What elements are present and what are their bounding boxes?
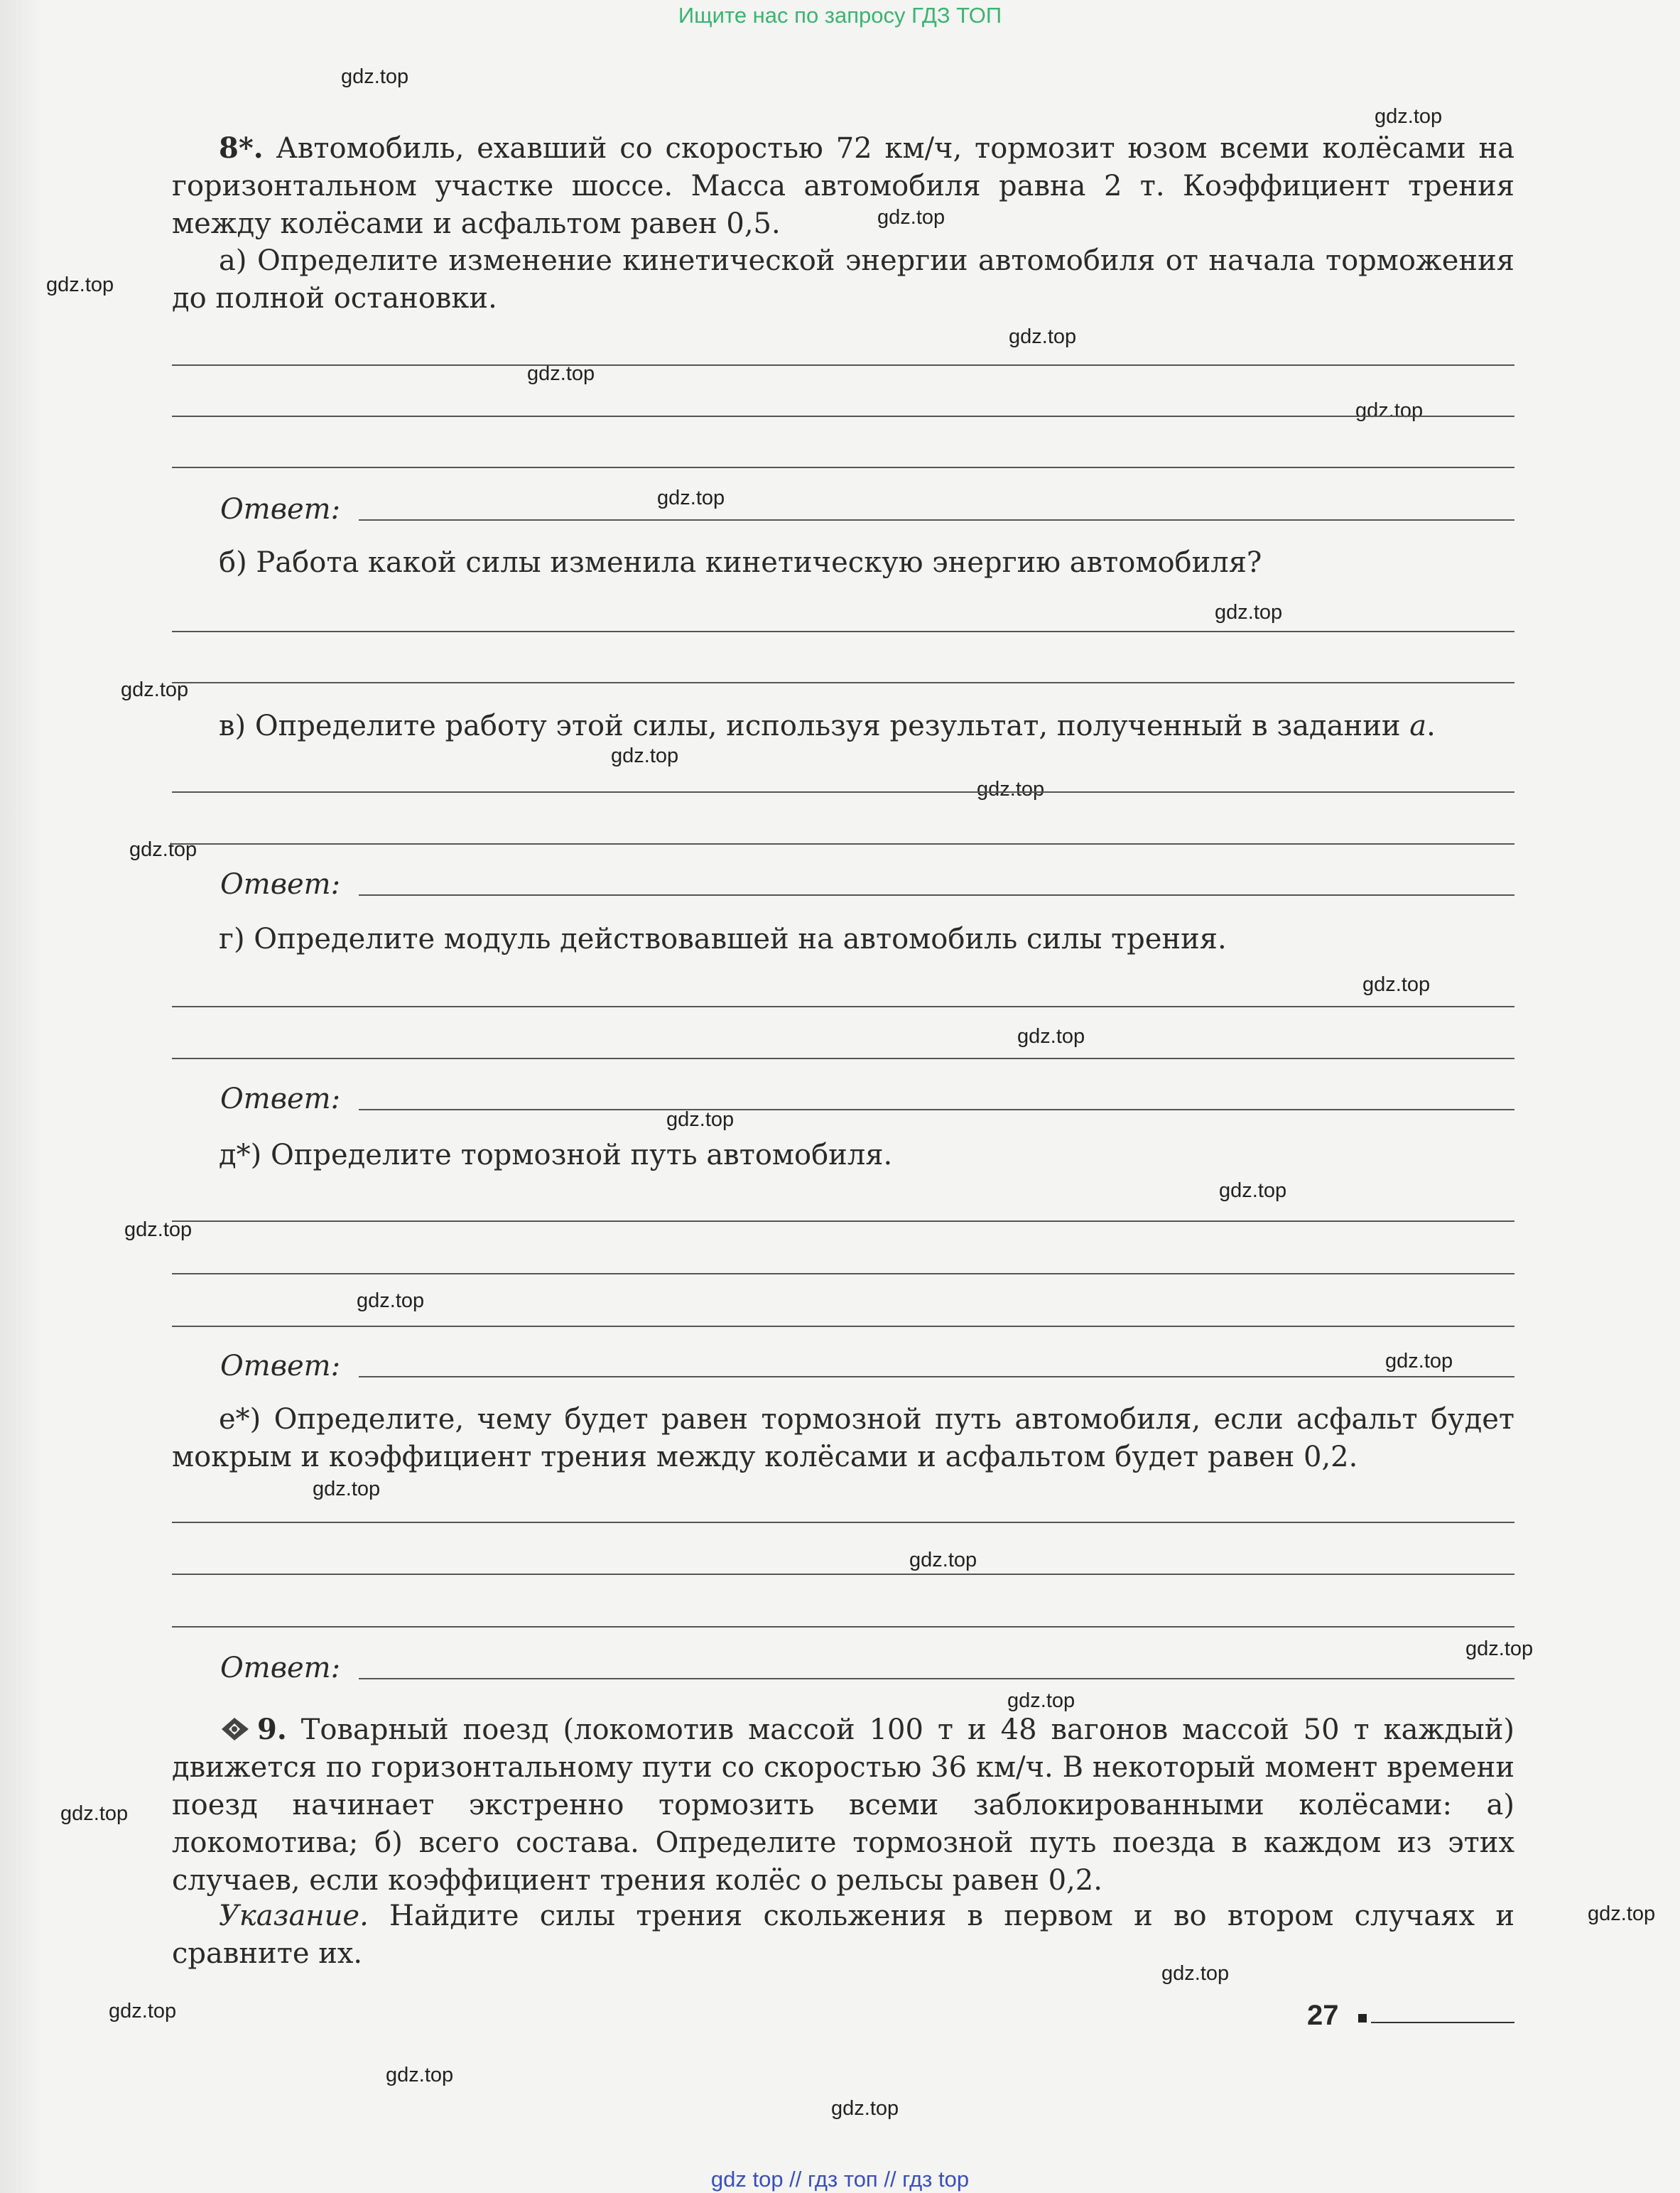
answer-line[interactable] bbox=[172, 682, 1514, 683]
hint-label: Указание. bbox=[219, 1900, 369, 1932]
watermark: gdz.top bbox=[1385, 1350, 1453, 1372]
answer-line[interactable] bbox=[172, 631, 1514, 632]
answer-label: Ответ: bbox=[220, 1350, 341, 1382]
watermark: gdz.top bbox=[877, 206, 945, 229]
answer-label: Ответ: bbox=[220, 868, 341, 901]
task-8-part-g: г) Определите модуль действовавшей на автомобиль силы трения. bbox=[219, 923, 1227, 955]
task-8-part-v bbox=[172, 708, 1514, 745]
watermark: gdz.top bbox=[666, 1108, 735, 1131]
watermark: gdz.top bbox=[831, 2097, 899, 2120]
watermark: gdz.top bbox=[1161, 1962, 1230, 1985]
answer-field[interactable] bbox=[359, 1678, 1514, 1679]
hint-text: Найдите силы трения скольжения в первом и во втором случаях и сравните их. bbox=[172, 1900, 1514, 1970]
watermark: gdz.top bbox=[1355, 399, 1424, 422]
task-9-text: Товарный поезд (локомотив массой 100 т и 48 вагонов массой 50 т каждый) движется по горизонтальному пути со скоростью 36 км/ч. В некоторый момент времени поезд начинает экстренно тормозить всеми заблокированными колёсами: а) локомотива; б) всего состава. Определите тормозной путь поезда в каждом из этих случаев, если коэффициент трения колёс о рельсы равен 0,2. bbox=[172, 1713, 1514, 1897]
answer-line[interactable] bbox=[172, 1058, 1514, 1059]
watermark: gdz.top bbox=[124, 1218, 193, 1241]
watermark: gdz.top bbox=[1215, 601, 1283, 624]
watermark: gdz.top bbox=[60, 1802, 129, 1825]
bottom-banner[interactable]: gdz top // гдз топ // гдз top bbox=[710, 2167, 970, 2192]
watermark: gdz.top bbox=[527, 362, 595, 385]
answer-line[interactable] bbox=[172, 416, 1514, 417]
watermark: gdz.top bbox=[1009, 325, 1077, 348]
answer-line[interactable] bbox=[172, 1626, 1514, 1628]
watermark: gdz.top bbox=[341, 65, 409, 88]
answer-field[interactable] bbox=[359, 894, 1514, 896]
watermark: gdz.top bbox=[1219, 1179, 1287, 1202]
task-8-statement bbox=[172, 129, 1514, 243]
task-8-part-b: б) Работа какой силы изменила кинетическую энергию автомобиля? bbox=[219, 546, 1262, 579]
task-8-text: Автомобиль, ехавший со скоростью 72 км/ч, тормозит юзом всеми колёсами на горизонтальном участке шоссе. Масса автомобиля равна 2 т. Коэффициент трения между колёсами и асфальтом равен 0,5. bbox=[172, 132, 1514, 240]
puzzle-icon bbox=[219, 1715, 251, 1743]
page-number-marker bbox=[1358, 2014, 1367, 2023]
watermark: gdz.top bbox=[121, 678, 189, 701]
answer-line[interactable] bbox=[172, 364, 1514, 366]
task-8-part-a: а) Определите изменение кинетической энергии автомобиля от начала торможения до полной остановки. bbox=[172, 244, 1514, 315]
watermark: gdz.top bbox=[1465, 1637, 1534, 1660]
answer-field[interactable] bbox=[359, 1109, 1514, 1110]
answer-line[interactable] bbox=[172, 1326, 1514, 1327]
watermark: gdz.top bbox=[386, 2064, 454, 2086]
answer-field[interactable] bbox=[359, 519, 1514, 521]
watermark: gdz.top bbox=[1017, 1025, 1085, 1048]
task-9-statement bbox=[172, 1711, 1514, 1900]
answer-label: Ответ: bbox=[220, 493, 341, 526]
watermark: gdz.top bbox=[1007, 1689, 1075, 1712]
answer-line[interactable] bbox=[172, 1574, 1514, 1575]
watermark: gdz.top bbox=[357, 1289, 425, 1312]
task-8-part-d: д*) Определите тормозной путь автомобиля. bbox=[219, 1139, 893, 1171]
watermark: gdz.top bbox=[313, 1478, 381, 1500]
answer-line[interactable] bbox=[172, 1273, 1514, 1274]
task-8-part-v-text: в) Определите работу этой силы, используя результат, полученный в задании bbox=[219, 710, 1410, 742]
answer-line[interactable] bbox=[172, 1522, 1514, 1523]
watermark: gdz.top bbox=[129, 838, 197, 861]
answer-line[interactable] bbox=[172, 467, 1514, 468]
top-banner[interactable]: Ищите нас по запросу ГДЗ ТОП bbox=[678, 3, 1002, 28]
page-number: 27 bbox=[1307, 2000, 1339, 2031]
task-9-hint bbox=[172, 1897, 1514, 1973]
answer-field[interactable] bbox=[359, 1376, 1514, 1377]
task-8-part-e: е*) Определите, чему будет равен тормозной путь автомобиля, если асфальт будет мокрым и коэффициент трения между колёсами и асфальтом будет равен 0,2. bbox=[172, 1403, 1514, 1473]
watermark: gdz.top bbox=[46, 274, 114, 296]
watermark: gdz.top bbox=[611, 744, 679, 767]
watermark: gdz.top bbox=[1588, 1902, 1656, 1925]
answer-label: Ответ: bbox=[220, 1652, 341, 1684]
page-number-rule bbox=[1371, 2022, 1514, 2023]
answer-line[interactable] bbox=[172, 843, 1514, 845]
watermark: gdz.top bbox=[657, 487, 725, 509]
page-edge-shadow bbox=[0, 0, 43, 2193]
watermark: gdz.top bbox=[977, 778, 1045, 801]
task-8-number: 8*. bbox=[219, 131, 264, 165]
task-9-number: 9. bbox=[257, 1713, 287, 1746]
task-8-part-v-end: . bbox=[1426, 710, 1436, 742]
watermark: gdz.top bbox=[1362, 973, 1431, 996]
answer-label: Ответ: bbox=[220, 1083, 341, 1115]
answer-line[interactable] bbox=[172, 1006, 1514, 1007]
answer-line[interactable] bbox=[172, 791, 1514, 793]
watermark: gdz.top bbox=[1375, 105, 1443, 128]
answer-line[interactable] bbox=[172, 1220, 1514, 1222]
task-8-part-v-variable: а bbox=[1409, 710, 1427, 742]
watermark: gdz.top bbox=[909, 1549, 977, 1571]
watermark: gdz.top bbox=[109, 2000, 177, 2023]
